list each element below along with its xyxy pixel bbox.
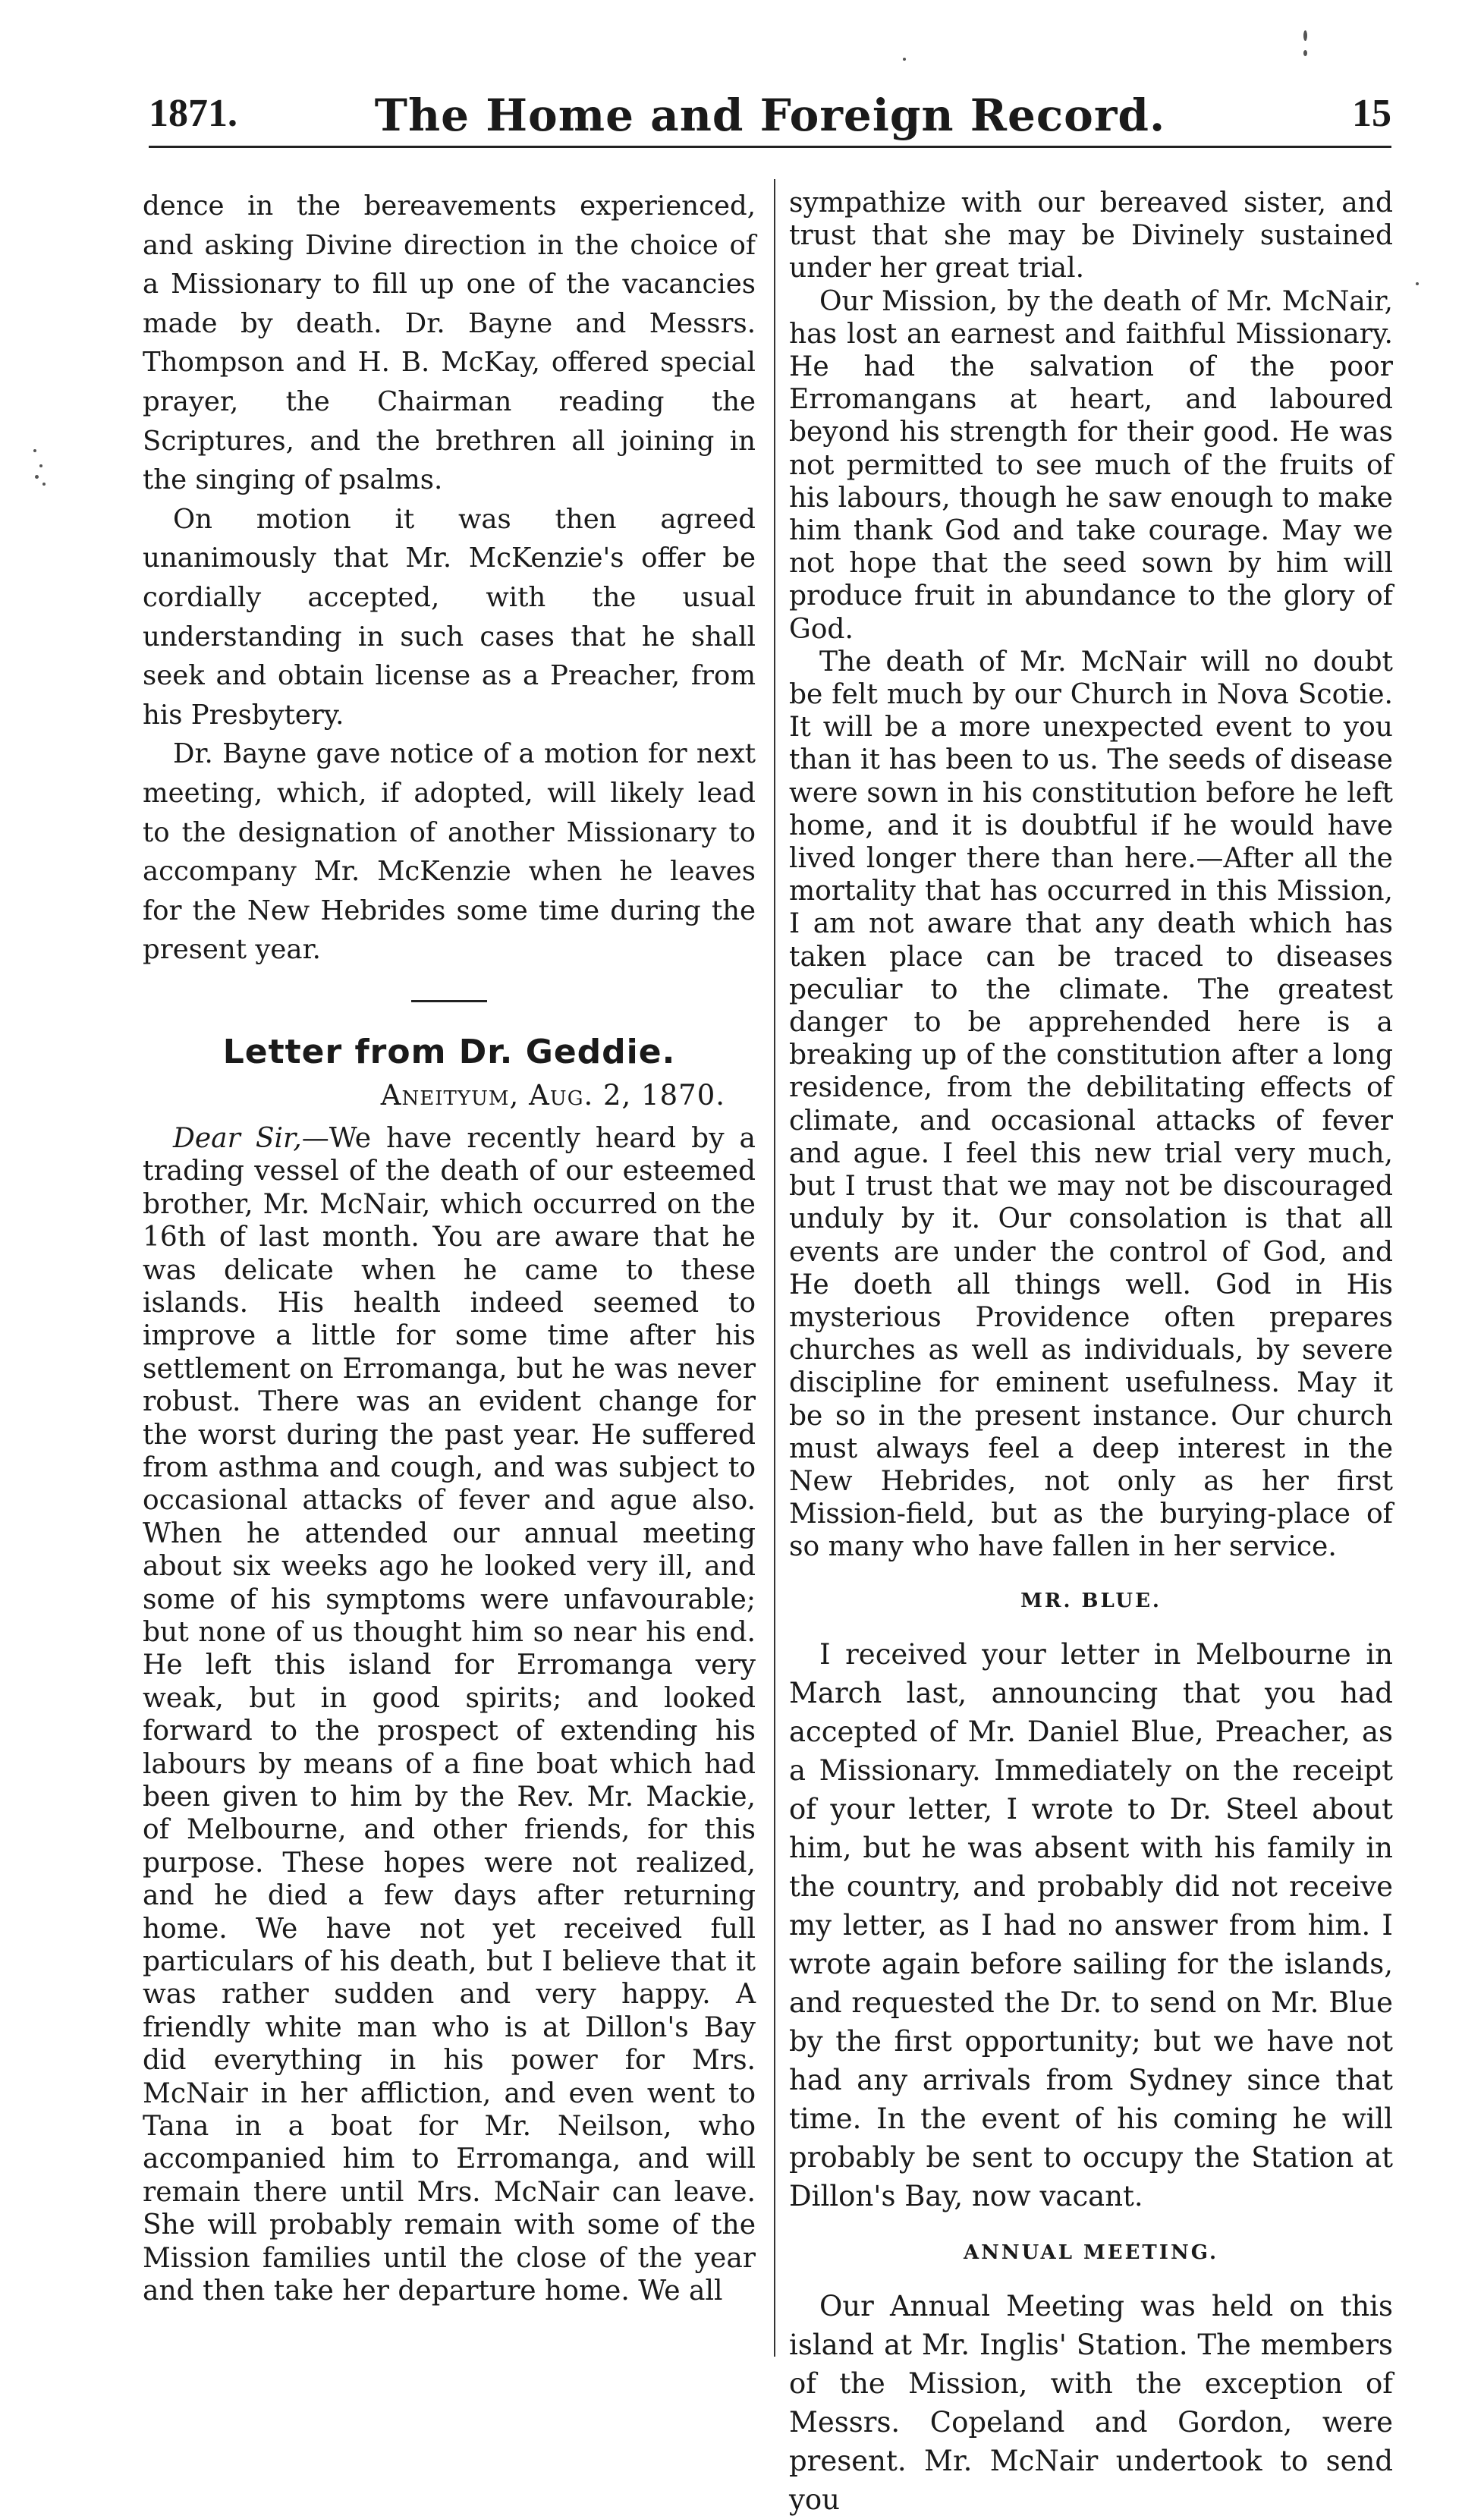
header-title: The Home and Foreign Record. bbox=[374, 90, 1166, 141]
left-paragraph-2: On motion it was then agreed unanimously that Mr. McKenzie's offer be cordially accepted, with the usual understanding in such cases that he shall seek and obtain license as a Preacher, from his Presbytery. bbox=[143, 503, 756, 731]
letter-dateline: Aneityum, Aug. 2, 1870. bbox=[380, 1078, 725, 1112]
right-paragraph-2: Our Mission, by the death of Mr. McNair, has lost an earnest and faithful Missionary. He had the salvation of the poor Erromangans at heart, and laboured beyond his strength for their good. He was not permitted to see much of the fruits of his labours, though he saw enough to make him thank God and take courage. May we not hope that the seed sown by him will produce fruit in abundance to the glory of God. bbox=[789, 285, 1393, 645]
scan-speck bbox=[33, 449, 36, 452]
salutation: Dear Sir, bbox=[173, 1122, 302, 1154]
right-paragraph-3: The death of Mr. McNair will no doubt be felt much by our Church in Nova Scotie. It will be a more unexpected event to you than it has been to us. The seeds of disease were sown in his constitution before he left home, and it is doubtful if he would have lived longer there than here.—After all the mortality that has occurred in this Mission, I am not aware that any death which has taken place can be traced to diseases peculiar to the climate. The greatest danger to be apprehended here is a breaking up of the constitution after a long residence, from the debilitating effects of climate, and occasional attacks of fever and ague. I feel this new trial very much, but I trust that we may not be discouraged unduly by it. Our consolation is that all events are under the control of God, and He doeth all things well. God in His mysterious Providence often prepares churches as well as individuals, by severe discipline for eminent usefulness. May it be so in the present instance. Our church must always feel a deep interest in the New Hebrides, not only as her first Mission-field, but as the burying-place of so many who have fallen in her service. bbox=[789, 646, 1393, 1563]
scan-speck bbox=[35, 475, 39, 479]
heading-annual-meeting: ANNUAL MEETING. bbox=[963, 2241, 1219, 2264]
scan-speck bbox=[39, 464, 42, 467]
scan-speck bbox=[1303, 30, 1307, 41]
letter-paragraph-1 bbox=[143, 1122, 756, 2308]
letter-body: —We have recently heard by a trading vessel of the death of our esteemed brother, Mr. McNair, which occurred on the 16th of last month. You are aware that he was delicate when he came to these islands. His health indeed seemed to improve a little for some time after his settlement on Erromanga, but he was never robust. There was an evident change for the worst during the past year. He suffered from asthma and cough, and was subject to occasional attacks of fever and ague also. When he attended our annual meeting about six weeks ago he looked very ill, and some of his symptoms were unfavourable; but none of us thought him so near his end. He left this island for Erromanga very weak, but in good spirits; and looked forward to the prospect of extending his labours by means of a fine boat which had been given to him by the Rev. Mr. Mackie, of Melbourne, and other friends, for this purpose. These hopes were not realized, and he died a few days after returning home. We have not yet received full particulars of his death, but I believe that it was rather sudden and very happy. A friendly white man who is at Dillon's Bay did everything in his power for Mrs. McNair in her affliction, and even went to Tana in a boat for Mr. Neilson, who accompanied him to Erromanga, and will remain there until Mrs. McNair can leave. She will probably remain with some of the Mission families until the close of the year and then take her departure home. We all bbox=[143, 1122, 756, 2307]
left-paragraph-1: dence in the bereavements experienced, and asking Divine direction in the choice of a Missionary to fill up one of the vacancies made by death. Dr. Bayne and Messrs. Thompson and H. B. McKay, offered special prayer, the Chairman reading the Scriptures, and the brethren all joining in the singing of psalms. bbox=[143, 190, 756, 496]
letter-title: Letter from Dr. Geddie. bbox=[222, 1032, 676, 1071]
header-year: 1871. bbox=[149, 92, 237, 135]
scan-speck bbox=[42, 483, 46, 486]
left-paragraph-3: Dr. Bayne gave notice of a motion for next meeting, which, if adopted, will likely lead to the designation of another Missionary to accompany Mr. McKenzie when he leaves for the New Hebrides some time during the present year. bbox=[143, 738, 756, 966]
right-paragraph-5: Our Annual Meeting was held on this island at Mr. Inglis' Station. The members of the Mission, with the exception of Messrs. Copeland and Gordon, were present. Mr. McNair undertook to send you bbox=[789, 2289, 1393, 2516]
right-paragraph-1: sympathize with our bereaved sister, and trust that she may be Divinely sustained under her great trial. bbox=[789, 187, 1393, 285]
left-column bbox=[143, 187, 756, 2308]
header-page-number: 15 bbox=[1352, 92, 1391, 135]
scan-speck bbox=[903, 58, 906, 61]
scan-speck bbox=[1303, 50, 1307, 56]
right-paragraph-4: I received your letter in Melbourne in March last, announcing that you had accepted of Mr. Daniel Blue, Preacher, as a Missionary. Immediately on the receipt of your letter, I wrote to Dr. Steel about him, but he was absent with his family in the country, and probably did not receive my letter, as I had no answer from him. I wrote again before sailing for the islands, and requested the Dr. to send on Mr. Blue by the first opportunity; but we have not had any arrivals from Sydney since that time. In the event of his coming he will probably be sent to occupy the Station at Dillon's Bay, now vacant. bbox=[789, 1637, 1393, 2212]
page-header bbox=[149, 85, 1391, 148]
section-rule bbox=[411, 1000, 487, 1002]
scan-speck bbox=[1416, 282, 1419, 285]
heading-mr-blue: MR. BLUE. bbox=[1020, 1589, 1162, 1612]
right-column bbox=[789, 187, 1393, 2519]
column-divider bbox=[774, 179, 775, 2357]
